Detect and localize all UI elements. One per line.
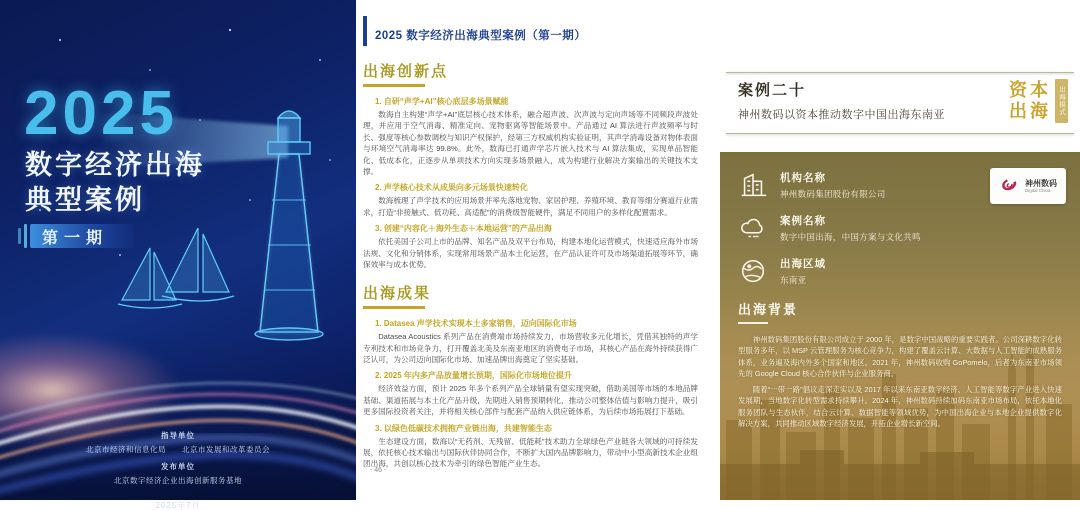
building-icon xyxy=(738,170,768,200)
cover-date: 2025年7月 xyxy=(155,501,201,510)
subheading: 3. 以绿色低碳技术拥抱产业链出海，共建智能生态 xyxy=(375,423,552,433)
info-value: 神州数码集团股份有限公司 xyxy=(780,189,886,199)
company-logo xyxy=(990,168,1066,204)
case-body xyxy=(720,152,1080,500)
case-title: 神州数码以资本推动数字中国出海东南亚 xyxy=(738,109,945,121)
background-paragraph-1: 神州数码集团股份有限公司成立于 2000 年，是数字中国战略的重要实践者。公司深耕数字化转型服务多年，以 MSP 云管理服务为核心竞争力，构建了覆盖云计算、大数据与人工智能的成熟服务体系，业务遍及海内外多个国家和地区。2021 年，神州数码收购 GoPomelo，后者为东南亚市场领先的 Google Cloud 核心合作伙伴与企业服务商。 xyxy=(738,335,1062,379)
cover-title-line2: 典型案例 xyxy=(25,185,145,215)
background-section-title: 出海背景 xyxy=(738,302,799,317)
badge-ribbon: 出海模式 xyxy=(1055,79,1068,123)
page-header xyxy=(363,16,698,46)
subheading: 1. Datasea 声学技术实现本土多家销售，迈向国际化市场 xyxy=(375,319,577,329)
subheading: 2. 声学核心技术从成果向多元场景快速转化 xyxy=(375,183,528,193)
guide-unit-label: 指导单位 xyxy=(161,431,195,440)
case-header-text xyxy=(738,79,945,123)
cover-year: 2025 xyxy=(24,79,178,148)
case-body-inner xyxy=(720,152,1080,500)
body-paragraph: 经济效益方面，预计 2025 年多个系列产品全球销量有望实现突破，借助美国等市场的本地品牌基础、渠道拓展与本土化产品升级，先期进入销售预期转化，推动公司整体估值与影响力提升，吸引更多国际投资者关注，并将相关核心部件与配套产品纳入供应链体系，为后续市场拓展打下基础。 xyxy=(363,384,698,417)
info-value: 数字中国出海，中国方案与文化共鸣 xyxy=(780,232,921,242)
divider-bottom xyxy=(726,133,1074,134)
info-label: 案例名称 xyxy=(780,215,826,227)
digital-china-swirl-icon xyxy=(999,175,1021,197)
info-text xyxy=(780,170,886,200)
cover-footer xyxy=(0,424,356,511)
body-paragraph: 数海梳理了声学技术的应用场景并率先落地宠物、家居护理、养殖环境、教育等细分赛道行业需求，打造“非接触式、低功耗、高适配”的消费级智能硬件，满足不同用户的多样化配置需求。 xyxy=(363,196,698,217)
section-title: 出海成果 xyxy=(363,285,432,303)
section-underline xyxy=(363,306,425,309)
body-paragraph: 生态建设方面，数海以“无药剂、无残留、低能耗”技术助力全球绿色产业链各大领域的可持续发展，依托核心技术输出与国际伙伴协同合作，不断扩大国内品牌影响力，带动中小型高新技术企业组团出海，共创以核心技术为牵引的绿色智能产业生态。 xyxy=(363,436,698,469)
publish-unit-org: 北京数字经济企业出海创新服务基地 xyxy=(114,476,242,485)
issue-bar-decor xyxy=(24,224,27,248)
info-row-case xyxy=(738,213,1062,243)
case-number: 案例二十 xyxy=(738,82,807,99)
info-text xyxy=(780,256,826,286)
page-header-title: 2025 数字经济出海典型案例（第一期） xyxy=(375,30,587,42)
section-underline xyxy=(363,84,425,87)
cloud-icon xyxy=(738,213,768,243)
badge-line2: 出海 xyxy=(1009,101,1051,121)
sailboats xyxy=(118,228,234,308)
case-page xyxy=(720,0,1080,500)
info-text xyxy=(780,213,921,243)
guide-unit-orgs: 北京市经济和信息化局 北京市发展和改革委员会 xyxy=(86,445,270,454)
body-paragraph: Datasea Acoustics 系列产品在消费端市场持续发力，市场营收多元化增长，凭借其独特的声学专利技术和市场竞争力，打开覆盖北美及东南亚地区的消费电子市场，其核心产品在海外持续获得广泛认可，为公司迈向国际化市场、加速品牌出海奠定了坚实基础。 xyxy=(363,332,698,365)
publish-unit-label: 发布单位 xyxy=(161,462,195,471)
info-value: 东南亚 xyxy=(780,275,807,285)
background-paragraph-2: 随着“一带一路”倡议走深走实以及 2017 年以来东南亚数字经济、人工智能等数字产业进入快速发展期，当地数字化转型需求持续攀升。2024 年，神州数码持续加码东南亚市场布局，依托本地化服务团队与生态伙伴，结合云计算、数据智能等领域优势，为中国出海企业与本地企业提供数字化解决方案，共同推动区域数字经济发展，开拓企业增长新空间。 xyxy=(738,384,1062,429)
background-underline xyxy=(738,322,768,324)
body-paragraph: 数海自主构建“声学+AI”底层核心技术体系，融合超声波、次声波与定向声场等不同频段声波处理，并应用于空气消毒、精准定向、宠物驱离等智能场景中。产品通过 AI 算法进行声波频率与时长、强度等核心参数调校与知识产权保护，经第三方权威机构实验证明，其声学消毒设备对物体表面与环境空气消毒率达 99.8%。此外，数海已打通声学芯片嵌入技术与 AI 算法集成，实现单品智能化、低成本化，正逐步从单项技术方向实现多场景融入，成为构建行业解决方案输出的关键技术支撑。 xyxy=(363,110,698,176)
page-number: - 46 - xyxy=(370,467,387,474)
section-innovations xyxy=(363,60,698,270)
subheading: 3. 创建“内容化＋海外生态＋本地运营”的产品出海 xyxy=(375,224,552,234)
subheading: 1. 自研“声学+AI”核心底层多场景赋能 xyxy=(375,97,509,106)
badge-text xyxy=(1009,80,1051,121)
info-row-region xyxy=(738,256,1062,286)
subheading: 2. 2025 年内多产品放量增长预期，国际化市场地位提升 xyxy=(375,371,572,381)
cover-title-line1: 数字经济出海 xyxy=(25,150,205,180)
logo-name-cn: 神州数码 xyxy=(1025,178,1057,188)
globe-icon xyxy=(738,256,768,286)
case-type-badge xyxy=(1009,79,1068,123)
issue-bar-decor xyxy=(18,228,21,244)
section-achievements xyxy=(363,282,698,470)
body-paragraph: 依托美国子公司上市的品牌、知名产品及双平台布局，构建本地化运营模式，快速适应海外市场法规、文化和分销体系，实现常用场景产品本土化运营，在产品认证许可及市场渠道拓展等环节，确保效率与成本优势。 xyxy=(363,237,698,269)
issue-badge xyxy=(18,224,134,248)
info-label: 机构名称 xyxy=(780,172,826,184)
issue-badge-label: 第一期 xyxy=(30,224,134,248)
cover-page xyxy=(0,0,356,510)
case-header xyxy=(738,79,1068,123)
content-page xyxy=(356,0,710,500)
divider-top xyxy=(726,72,1074,73)
logo-text xyxy=(1025,179,1057,194)
badge-line1: 资本 xyxy=(1009,80,1051,101)
section-title: 出海创新点 xyxy=(363,63,449,80)
logo-name-en: Digital China xyxy=(1025,188,1051,194)
info-label: 出海区域 xyxy=(780,258,826,270)
